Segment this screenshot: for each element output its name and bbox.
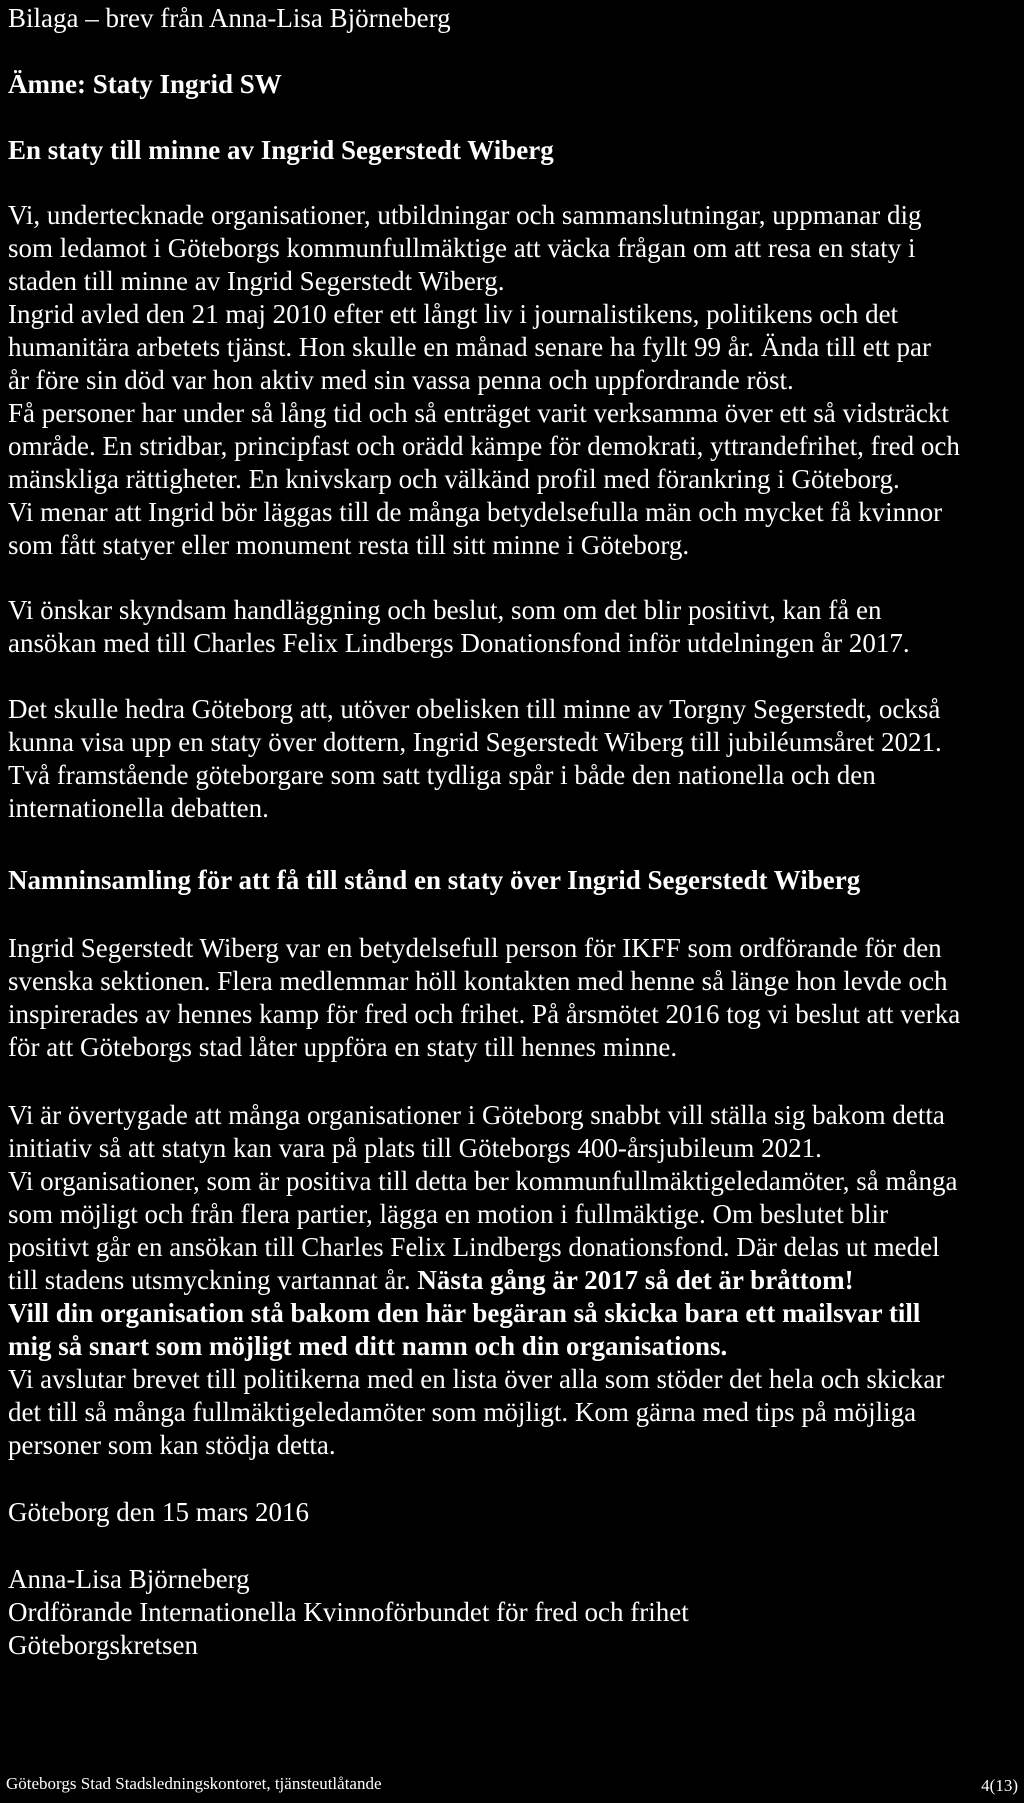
body-text: till stadens utsmyckning vartannat år. (8, 1265, 418, 1295)
signature-org: Göteborgskretsen (8, 1630, 198, 1660)
body-line: humanitära arbetets tjänst. Hon skulle en månad senare ha fyllt 99 år. Ända till ett par (8, 332, 931, 362)
body-line: år före sin död var hon aktiv med sin vassa penna och uppfordrande röst. (8, 365, 794, 395)
body-line: initiativ så att statyn kan vara på plats till Göteborgs 400-årsjubileum 2021. (8, 1133, 822, 1163)
body-line: Det skulle hedra Göteborg att, utöver obelisken till minne av Torgny Segerstedt, också (8, 694, 941, 724)
urgent-note: Nästa gång är 2017 så det är bråttom! (417, 1265, 854, 1295)
body-line: svenska sektionen. Flera medlemmar höll kontakten med henne så länge hon levde och (8, 966, 948, 996)
body-line: Vi avslutar brevet till politikerna med en lista över alla som stöder det hela och skickar (8, 1364, 945, 1394)
call-to-action-line: Vill din organisation stå bakom den här begäran så skicka bara ett mailsvar till (8, 1298, 921, 1328)
call-to-action-line: mig så snart som möjligt med ditt namn och din organisations. (8, 1331, 728, 1361)
footer-left: Göteborgs Stad Stadsledningskontoret, tjänsteutlåtande (6, 1774, 382, 1793)
body-line: Få personer har under så lång tid och så enträget varit verksamma över ett så vidsträckt (8, 398, 949, 428)
body-line: Vi är övertygade att många organisationer i Göteborg snabbt vill ställa sig bakom detta (8, 1100, 945, 1130)
body-line: Vi organisationer, som är positiva till detta ber kommunfullmäktigeledamöter, så många (8, 1166, 958, 1196)
page-number: 4(13) (981, 1776, 1018, 1795)
body-line: personer som kan stödja detta. (8, 1430, 336, 1460)
body-line: som ledamot i Göteborgs kommunfullmäktige att väcka frågan om att resa en staty i (8, 233, 916, 263)
body-line: ansökan med till Charles Felix Lindbergs Donationsfond inför utdelningen år 2017. (8, 628, 910, 658)
place-date: Göteborg den 15 mars 2016 (8, 1497, 309, 1527)
body-line-mixed (8, 1264, 854, 1296)
body-line: Vi menar att Ingrid bör läggas till de många betydelsefulla män och mycket få kvinnor (8, 497, 943, 527)
section-heading: Namninsamling för att få till stånd en staty över Ingrid Segerstedt Wiberg (8, 865, 861, 895)
signature-name: Anna-Lisa Björneberg (8, 1564, 250, 1594)
body-line: positivt går en ansökan till Charles Felix Lindbergs donationsfond. Där delas ut medel (8, 1232, 940, 1262)
body-line: internationella debatten. (8, 793, 269, 823)
attachment-header: Bilaga – brev från Anna-Lisa Björneberg (8, 3, 451, 33)
body-line: Vi önskar skyndsam handläggning och beslut, som om det blir positivt, kan få en (8, 595, 882, 625)
body-line: Ingrid Segerstedt Wiberg var en betydelsefull person för IKFF som ordförande för den (8, 933, 942, 963)
body-line: det till så många fullmäktigeledamöter som möjligt. Kom gärna med tips på möjliga (8, 1397, 917, 1427)
main-heading: En staty till minne av Ingrid Segerstedt Wiberg (8, 135, 554, 165)
body-line: som möjligt och från flera partier, lägga en motion i fullmäktige. Om beslutet blir (8, 1199, 888, 1229)
body-line: område. En stridbar, principfast och orädd kämpe för demokrati, yttrandefrihet, fred och (8, 431, 960, 461)
body-line: kunna visa upp en staty över dottern, Ingrid Segerstedt Wiberg till jubiléumsåret 2021. (8, 727, 942, 757)
body-line: inspirerades av hennes kamp för fred och frihet. På årsmötet 2016 tog vi beslut att verka (8, 999, 961, 1029)
body-line: mänskliga rättigheter. En knivskarp och välkänd profil med förankring i Göteborg. (8, 464, 900, 494)
signature-title: Ordförande Internationella Kvinnoförbundet för fred och frihet (8, 1597, 689, 1627)
body-line: Två framstående göteborgare som satt tydliga spår i både den nationella och den (8, 760, 876, 790)
body-line: staden till minne av Ingrid Segerstedt Wiberg. (8, 266, 505, 296)
body-line: Ingrid avled den 21 maj 2010 efter ett långt liv i journalistikens, politikens och det (8, 299, 899, 329)
subject-line: Ämne: Staty Ingrid SW (8, 69, 282, 99)
body-line: Vi, undertecknade organisationer, utbildningar och sammanslutningar, uppmanar dig (8, 200, 922, 230)
body-line: för att Göteborgs stad låter uppföra en staty till hennes minne. (8, 1032, 678, 1062)
body-line: som fått statyer eller monument resta till sitt minne i Göteborg. (8, 530, 690, 560)
